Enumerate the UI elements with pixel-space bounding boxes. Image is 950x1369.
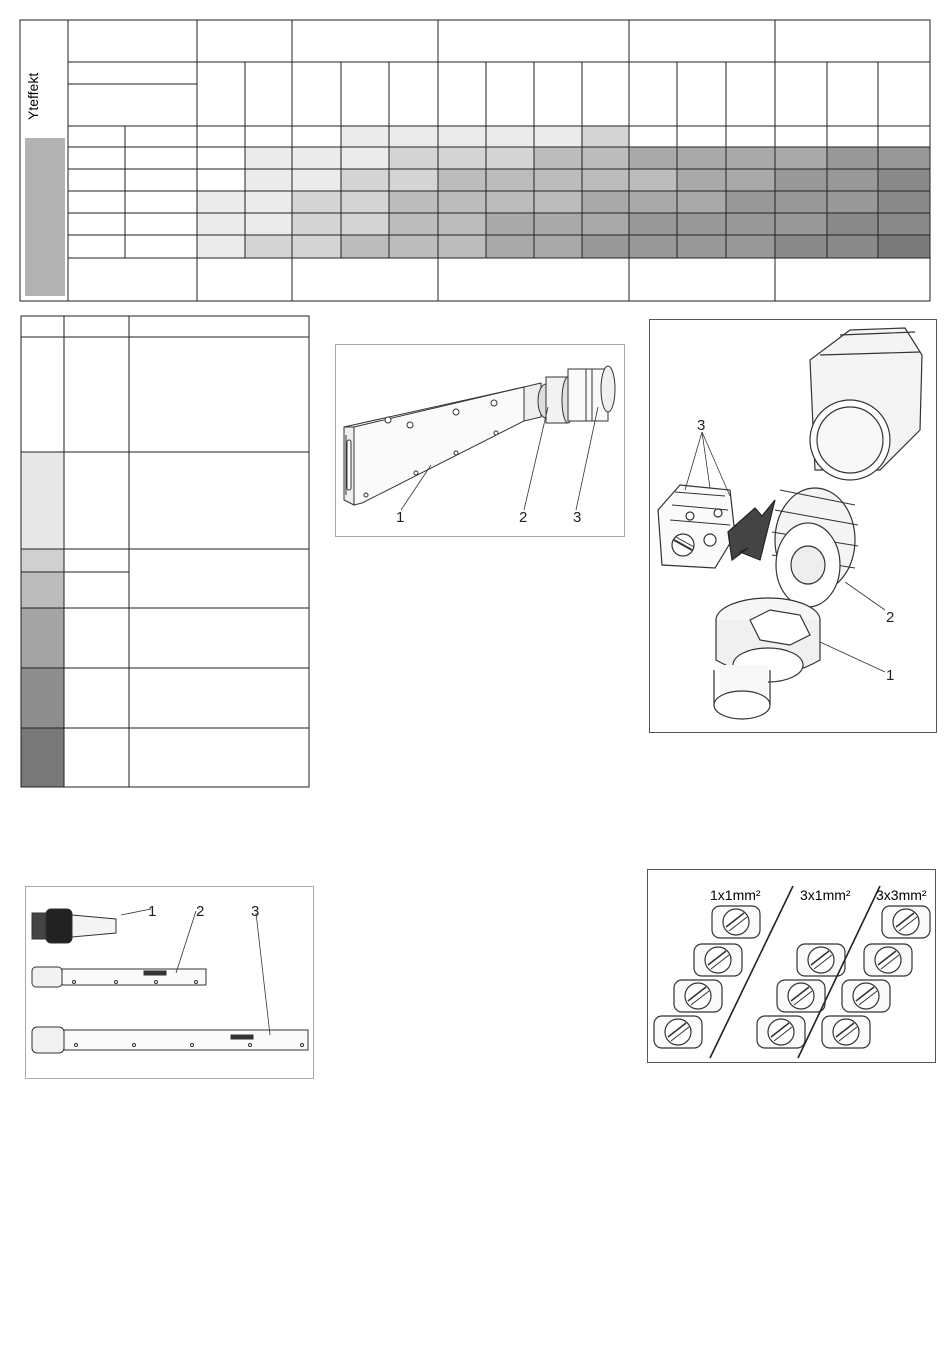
shade-cell: [438, 126, 486, 147]
shade-cell: [292, 213, 341, 235]
shade-cell: [726, 191, 775, 213]
shade-cell: [197, 169, 245, 191]
shade-cell: [341, 213, 389, 235]
shade-cell: [486, 126, 534, 147]
shade-cell: [629, 213, 677, 235]
exploded-coupling-figure: [649, 319, 937, 733]
shade-cell: [389, 147, 438, 169]
callout-1: 1: [148, 903, 157, 920]
shade-cell: [582, 191, 629, 213]
label-3x3: 3x3mm²: [876, 887, 927, 903]
shade-cell: [245, 235, 292, 258]
shade-cell: [389, 126, 438, 147]
shade-cell: [582, 147, 629, 169]
shade-cell: [827, 191, 878, 213]
shade-cell: [245, 147, 292, 169]
shade-cell: [197, 235, 245, 258]
shade-cell: [341, 235, 389, 258]
shade-cell: [677, 169, 726, 191]
shade-cell: [726, 126, 775, 147]
shade-cell: [341, 147, 389, 169]
shade-cell: [582, 213, 629, 235]
shade-cell: [389, 191, 438, 213]
shade-cell: [878, 126, 930, 147]
legend-swatch: [21, 608, 64, 668]
shade-cell: [341, 191, 389, 213]
legend-swatch: [21, 572, 64, 608]
callout-1: 1: [396, 509, 405, 526]
callout-3: 3: [573, 509, 582, 526]
legend-swatch: [21, 728, 64, 787]
shade-cell: [582, 235, 629, 258]
shade-cell: [534, 213, 582, 235]
heater-figure: [335, 344, 625, 537]
shade-cell: [486, 191, 534, 213]
shade-cell: [438, 191, 486, 213]
shade-cell: [389, 213, 438, 235]
shade-cell: [197, 147, 245, 169]
shade-cell: [775, 126, 827, 147]
shade-cell: [827, 169, 878, 191]
legend-swatch: [21, 668, 64, 728]
shade-cell: [677, 126, 726, 147]
shade-cell: [245, 169, 292, 191]
shade-cell: [245, 191, 292, 213]
wiring-figure: [647, 869, 936, 1063]
shade-cell: [629, 235, 677, 258]
shade-cell: [775, 169, 827, 191]
power-matrix-table: [0, 0, 950, 310]
callout-2: 2: [886, 609, 895, 626]
shade-cell: [726, 235, 775, 258]
shade-cell: [486, 147, 534, 169]
callout-2: 2: [196, 903, 205, 920]
shade-cell: [726, 147, 775, 169]
shade-cell: [582, 126, 629, 147]
shade-cell: [827, 126, 878, 147]
shade-cell: [878, 213, 930, 235]
shade-cell: [726, 213, 775, 235]
shade-cell: [438, 147, 486, 169]
callout-1: 1: [886, 667, 895, 684]
shade-cell: [389, 235, 438, 258]
shade-cell: [878, 169, 930, 191]
shade-cell: [245, 126, 292, 147]
shade-cell: [775, 191, 827, 213]
shade-cell: [534, 126, 582, 147]
shade-cell: [677, 235, 726, 258]
shade-cell: [827, 147, 878, 169]
shade-cell: [534, 191, 582, 213]
shade-cell: [292, 235, 341, 258]
shade-cell: [438, 235, 486, 258]
callout-2: 2: [519, 509, 528, 526]
shade-cell: [878, 235, 930, 258]
shade-cell: [534, 169, 582, 191]
color-legend-table: [0, 300, 320, 800]
callout-3: 3: [697, 417, 706, 434]
shade-cell: [726, 169, 775, 191]
legend-swatch: [21, 549, 64, 572]
shade-cell: [677, 191, 726, 213]
shade-cell: [629, 126, 677, 147]
legend-swatch: [21, 452, 64, 549]
shade-cell: [775, 147, 827, 169]
callout-3: 3: [251, 903, 260, 920]
side-gray-block: [25, 138, 65, 296]
shade-cell: [677, 147, 726, 169]
shade-cell: [197, 213, 245, 235]
shade-cell: [677, 213, 726, 235]
shade-cell: [486, 213, 534, 235]
shade-cell: [486, 235, 534, 258]
shade-cell: [438, 169, 486, 191]
label-3x1: 3x1mm²: [800, 887, 851, 903]
shade-cell: [486, 169, 534, 191]
shade-cell: [582, 169, 629, 191]
shade-cell: [197, 191, 245, 213]
shade-cell: [341, 126, 389, 147]
shade-cell: [629, 191, 677, 213]
shade-cell: [534, 147, 582, 169]
shade-cell: [292, 191, 341, 213]
shade-cell: [292, 147, 341, 169]
shade-cell: [389, 169, 438, 191]
shade-cell: [775, 213, 827, 235]
label-1x1: 1x1mm²: [710, 887, 761, 903]
shade-cell: [341, 169, 389, 191]
shade-cell: [827, 235, 878, 258]
shade-cell: [775, 235, 827, 258]
shade-cell: [292, 126, 341, 147]
shade-cell: [245, 213, 292, 235]
shade-cell: [629, 147, 677, 169]
shade-cell: [878, 191, 930, 213]
shade-cell: [438, 213, 486, 235]
shade-cell: [629, 169, 677, 191]
shade-cell: [197, 126, 245, 147]
shade-cell: [878, 147, 930, 169]
shade-cell: [534, 235, 582, 258]
legend-swatch: [21, 337, 64, 452]
rotated-header: Yteffekt: [25, 72, 41, 120]
shade-cell: [827, 213, 878, 235]
shade-cell: [292, 169, 341, 191]
element-lengths-figure: [25, 886, 314, 1079]
